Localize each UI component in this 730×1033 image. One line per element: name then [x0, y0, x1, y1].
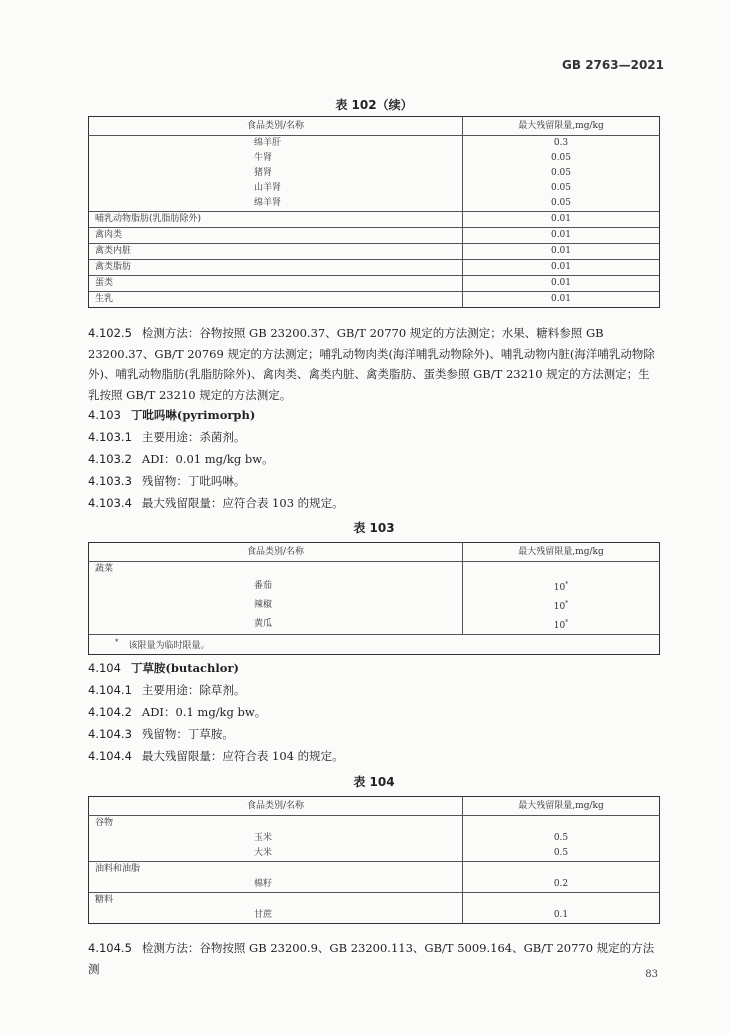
table-102-header-limit: 最大残留限量,mg/kg — [463, 117, 660, 136]
table-row — [89, 166, 660, 181]
food-name: 番茄 — [89, 577, 463, 596]
food-name: 甘蔗 — [89, 908, 463, 924]
clause-number: 4.104.1 — [88, 683, 132, 697]
limit-value: 0.3 — [463, 136, 660, 152]
table-row — [89, 846, 660, 862]
table-row — [89, 136, 660, 152]
clause-number: 4.104.2 — [88, 705, 132, 719]
food-name: 山羊肾 — [89, 181, 463, 196]
clause-text: ADI：0.1 mg/kg bw。 — [141, 705, 267, 719]
clause-4-103-2 — [88, 449, 660, 470]
table-103-header-category: 食品类别/名称 — [89, 543, 463, 562]
clause-4-104-4 — [88, 746, 660, 767]
table-row — [89, 562, 660, 578]
food-name: 禽类内脏 — [89, 244, 463, 260]
food-name: 禽类脂肪 — [89, 260, 463, 276]
food-name: 猪肾 — [89, 166, 463, 181]
food-name: 绵羊肾 — [89, 196, 463, 212]
limit-value: 0.05 — [463, 151, 660, 166]
table-row — [89, 244, 660, 260]
table-102 — [88, 116, 660, 308]
table-102-caption: 表 102（续） — [335, 98, 413, 112]
limit-value: 0.01 — [463, 276, 660, 292]
clause-4-102-5 — [88, 323, 660, 405]
section-title: 丁吡吗啉(pyrimorph) — [130, 408, 256, 422]
table-row — [89, 228, 660, 244]
food-name: 绵羊肝 — [89, 136, 463, 152]
food-name: 黄瓜 — [89, 615, 463, 635]
table-row — [89, 596, 660, 615]
clause-number: 4.103.1 — [88, 430, 132, 444]
clause-number: 4.102.5 — [88, 326, 132, 340]
clause-text: 主要用途：除草剂。 — [141, 683, 246, 697]
limit-value: 0.01 — [463, 212, 660, 228]
clause-4-104-5 — [88, 938, 660, 979]
food-name: 禽肉类 — [89, 228, 463, 244]
limit-value: 0.01 — [463, 260, 660, 276]
limit-value: 10* — [463, 577, 660, 596]
page-number: 83 — [645, 969, 658, 980]
table-row — [89, 151, 660, 166]
table-row — [89, 831, 660, 846]
limit-value: 0.5 — [463, 846, 660, 862]
table-104-header-limit: 最大残留限量,mg/kg — [463, 797, 660, 816]
limit-value: 10* — [463, 596, 660, 615]
table-row — [89, 577, 660, 596]
clause-4-104-1 — [88, 680, 660, 701]
food-name: 蛋类 — [89, 276, 463, 292]
table-row — [89, 862, 660, 878]
table-104-header-category: 食品类别/名称 — [89, 797, 463, 816]
clause-text: 最大残留限量：应符合表 103 的规定。 — [141, 496, 344, 510]
clause-text: 检测方法：谷物按照 GB 23200.9、GB 23200.113、GB/T 5009.164、GB/T 20770 规定的方法测 — [88, 941, 655, 976]
category-name: 糖料 — [89, 893, 463, 909]
table-102-header-category: 食品类别/名称 — [89, 117, 463, 136]
clause-number: 4.103.3 — [88, 474, 132, 488]
limit-value: 0.05 — [463, 196, 660, 212]
limit-value: 0.5 — [463, 831, 660, 846]
table-row — [89, 181, 660, 196]
table-row — [89, 276, 660, 292]
clause-text: 最大残留限量：应符合表 104 的规定。 — [141, 749, 344, 763]
clause-4-104-3 — [88, 724, 660, 745]
section-number: 4.103 — [88, 408, 121, 422]
clause-4-103-1 — [88, 427, 660, 448]
table-row — [89, 260, 660, 276]
clause-number: 4.103.2 — [88, 452, 132, 466]
category-name: 油料和油脂 — [89, 862, 463, 878]
clause-4-104-2 — [88, 702, 660, 723]
clause-text: 检测方法：谷物按照 GB 23200.37、GB/T 20770 规定的方法测定；水果、糖料参照 GB 23200.37、GB/T 20769 规定的方法测定；哺乳动物肉类(海洋哺乳动物除外)、哺乳动物内脏(海洋哺乳动物除外)、哺乳动物脂肪(乳脂肪除外)、禽肉类、禽类内脏、禽类脂肪、蛋类参照 GB/T 23210 规定的方法测定；生乳按照 GB/T 23210 规定的方法测定。 — [88, 326, 655, 402]
table-row — [89, 196, 660, 212]
limit-value: 0.2 — [463, 877, 660, 893]
table-row — [89, 893, 660, 909]
clause-text: 残留物：丁吡吗啉。 — [141, 474, 246, 488]
section-heading-4-104 — [88, 658, 660, 679]
food-name: 哺乳动物脂肪(乳脂肪除外) — [89, 212, 463, 228]
table-row — [89, 212, 660, 228]
limit-value: 0.1 — [463, 908, 660, 924]
food-name: 玉米 — [89, 831, 463, 846]
limit-value: 0.05 — [463, 181, 660, 196]
clause-number: 4.103.4 — [88, 496, 132, 510]
standard-id: GB 2763—2021 — [562, 58, 664, 72]
clause-number: 4.104.4 — [88, 749, 132, 763]
food-name: 生乳 — [89, 292, 463, 308]
table-row — [89, 816, 660, 832]
limit-value: 0.01 — [463, 292, 660, 308]
clause-text: 残留物：丁草胺。 — [141, 727, 234, 741]
limit-value: 10* — [463, 615, 660, 635]
limit-value: 0.01 — [463, 244, 660, 260]
clause-text: 主要用途：杀菌剂。 — [141, 430, 246, 444]
table-103-caption: 表 103 — [353, 521, 395, 535]
section-title: 丁草胺(butachlor) — [130, 661, 239, 675]
section-heading-4-103 — [88, 405, 660, 426]
clause-text: ADI：0.01 mg/kg bw。 — [141, 452, 274, 466]
clause-4-103-4 — [88, 493, 660, 514]
table-103 — [88, 542, 660, 655]
food-name: 辣椒 — [89, 596, 463, 615]
table-104-caption: 表 104 — [353, 775, 395, 789]
clause-4-103-3 — [88, 471, 660, 492]
clause-number: 4.104.5 — [88, 941, 132, 955]
food-name: 大米 — [89, 846, 463, 862]
table-row — [89, 877, 660, 893]
table-row — [89, 908, 660, 924]
table-104 — [88, 796, 660, 924]
table-row — [89, 615, 660, 635]
food-name: 棉籽 — [89, 877, 463, 893]
table-103-note: * 该限量为临时限量。 — [89, 635, 660, 655]
food-name: 牛肾 — [89, 151, 463, 166]
table-row — [89, 292, 660, 308]
table-103-header-limit: 最大残留限量,mg/kg — [463, 543, 660, 562]
section-number: 4.104 — [88, 661, 121, 675]
category-name: 蔬菜 — [89, 562, 463, 578]
limit-value: 0.05 — [463, 166, 660, 181]
clause-number: 4.104.3 — [88, 727, 132, 741]
category-name: 谷物 — [89, 816, 463, 832]
limit-value: 0.01 — [463, 228, 660, 244]
